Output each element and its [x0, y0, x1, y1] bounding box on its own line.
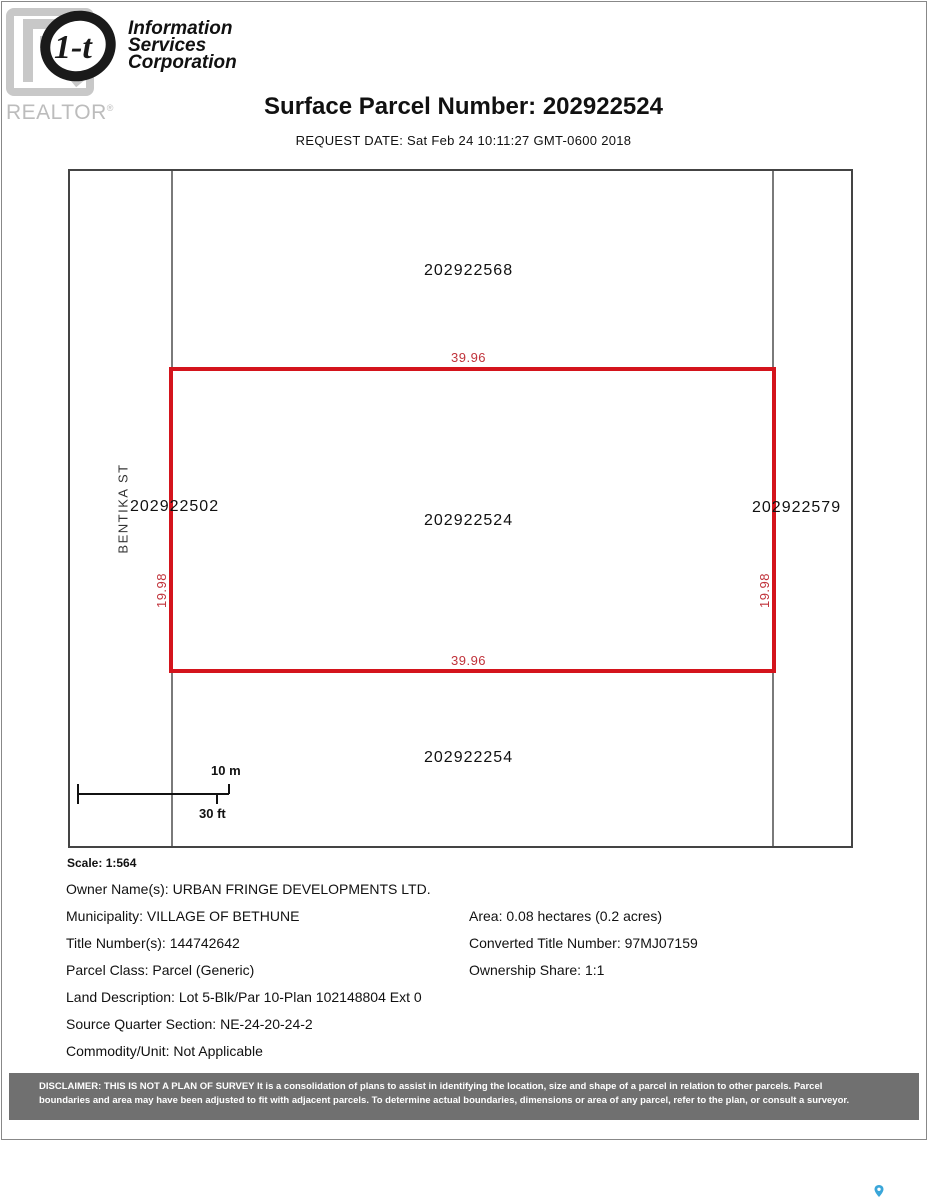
- commodity-label: Commodity/Unit:: [66, 1043, 170, 1059]
- ownership-share-label: Ownership Share:: [469, 962, 582, 978]
- page-title: Surface Parcel Number: 202922524: [264, 93, 663, 120]
- parcel-label-north: 202922568: [424, 262, 514, 279]
- converted-title-label: Converted Title Number:: [469, 935, 621, 951]
- commodity-value: Not Applicable: [173, 1043, 263, 1059]
- land-description-row: [66, 989, 422, 1005]
- scale-bar-imperial: 30 ft: [199, 806, 226, 821]
- parcel-map: [68, 169, 853, 848]
- disclaimer-line-1: DISCLAIMER: THIS IS NOT A PLAN OF SURVEY It is a consolidation of plans to assist in identifying the location, size and shape of a parcel in relation to other parcels. Parcel: [39, 1081, 823, 1092]
- parcel-label-east: 202922579: [752, 499, 842, 516]
- source-quarter-value: NE-24-20-24-2: [220, 1016, 313, 1032]
- ownership-share-row: [469, 962, 604, 978]
- commodity-row: [66, 1043, 263, 1059]
- dimension-right: 19.98: [757, 572, 773, 609]
- map-pin-icon[interactable]: [874, 1185, 884, 1197]
- request-date: REQUEST DATE: Sat Feb 24 10:11:27 GMT-0600 2018: [295, 133, 632, 148]
- scale-bar-metric: 10 m: [211, 763, 241, 778]
- owner-row: [66, 881, 431, 897]
- isc-logo-icon: [38, 8, 118, 84]
- dimension-bottom: 39.96: [451, 653, 487, 668]
- converted-title-value: 97MJ07159: [624, 935, 698, 951]
- parcel-label-center: 202922524: [424, 512, 514, 529]
- area-label: Area:: [469, 908, 503, 924]
- disclaimer-line-2: boundaries and area may have been adjusted to fit with adjacent parcels. To determine actual boundaries, dimensions or area of any parcel, refer to the plan, or consult a surveyor.: [39, 1095, 850, 1106]
- area-row: [469, 908, 662, 924]
- municipality-row: [66, 908, 299, 924]
- title-number-value: 144742642: [169, 935, 240, 951]
- owner-label: Owner Name(s):: [66, 881, 169, 897]
- parcel-class-row: [66, 962, 254, 978]
- dimension-top: 39.96: [451, 350, 487, 365]
- land-description-value: Lot 5-Blk/Par 10-Plan 102148804 Ext 0: [178, 989, 422, 1005]
- disclaimer-banner: [9, 1073, 919, 1120]
- municipality-value: VILLAGE OF BETHUNE: [146, 908, 300, 924]
- title-number-label: Title Number(s):: [66, 935, 166, 951]
- municipality-label: Municipality:: [66, 908, 144, 924]
- org-name: Information Services Corporation: [128, 18, 237, 73]
- parcel-label-south: 202922254: [424, 749, 514, 766]
- dimension-left: 19.98: [154, 572, 170, 609]
- street-label: BENTIKA ST: [115, 463, 131, 554]
- parcel-class-value: Parcel (Generic): [152, 962, 255, 978]
- scale-ratio: Scale: 1:564: [67, 856, 137, 870]
- parcel-label-west: 202922502: [130, 498, 220, 515]
- source-quarter-row: [66, 1016, 313, 1032]
- area-value: 0.08 hectares (0.2 acres): [506, 908, 662, 924]
- parcel-class-label: Parcel Class:: [66, 962, 149, 978]
- realtor-wordmark: REALTOR®: [6, 101, 114, 124]
- source-quarter-label: Source Quarter Section:: [66, 1016, 217, 1032]
- owner-value: URBAN FRINGE DEVELOPMENTS LTD.: [172, 881, 431, 897]
- converted-title-row: [469, 935, 698, 951]
- title-number-row: [66, 935, 240, 951]
- ownership-share-value: 1:1: [584, 962, 605, 978]
- land-description-label: Land Description:: [66, 989, 175, 1005]
- svg-text:1-t: 1-t: [54, 29, 92, 66]
